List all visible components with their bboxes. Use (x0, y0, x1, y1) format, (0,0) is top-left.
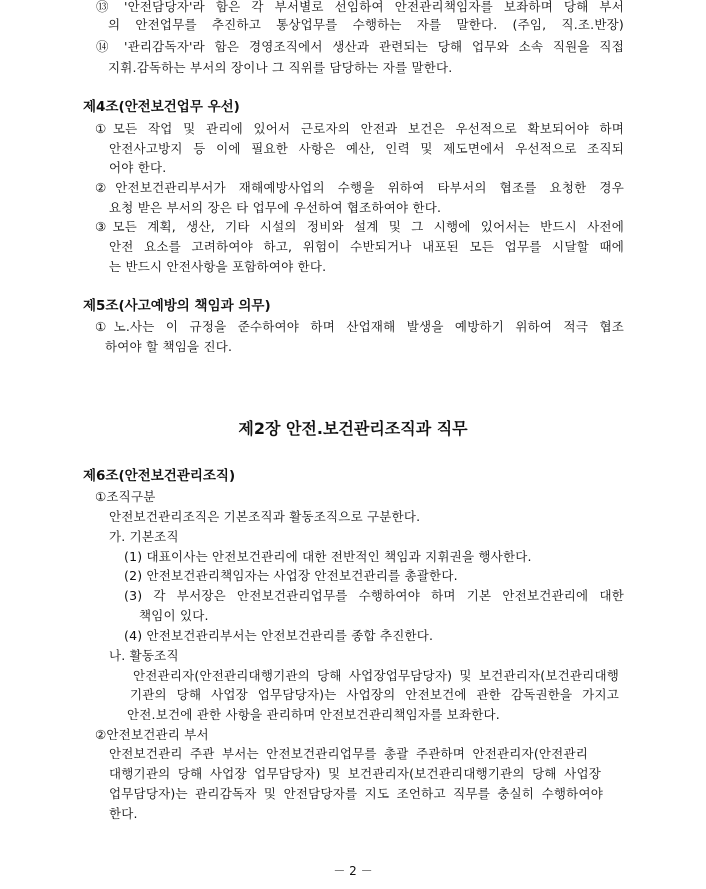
article-5-title: 제5조(사고예방의 책임과 의무) (83, 298, 271, 314)
page-number: － 2 － (333, 864, 373, 878)
article-5-p1-line-2: 하여야 할 책임을 진다. (105, 339, 233, 354)
article-6-title: 제6조(안전보건관리조직) (83, 468, 236, 484)
section-2-line-1: 안전보건관리 주관 부서는 안전보건관리업무를 총괄 주관하며 안전관리자(안전관리 (109, 746, 588, 761)
item-13-line-2: 의 안전업무를 추진하고 통상업무를 수행하는 자를 말한다. (주임, 직.조.반장) (108, 17, 624, 32)
section-2-title: ②안전보건관리 부서 (95, 727, 209, 742)
item-13-line-1: '안전담당자'라 함은 각 부서별로 선임하여 안전관리책임자를 보좌하며 당해 부서 (124, 0, 624, 14)
basic-item-4: (4) 안전보건관리부서는 안전보건관리를 종합 추진한다. (124, 628, 434, 643)
section-1-title: ①조직구분 (95, 489, 156, 504)
activity-org-title: 나. 활동조직 (109, 648, 179, 663)
section-2-line-4: 한다. (109, 806, 138, 821)
basic-item-2: (2) 안전보건관리책임자는 사업장 안전보건관리를 총괄한다. (124, 568, 458, 583)
activity-line-2: 기관의 당해 사업장 업무담당자)는 사업장의 안전보건에 관한 감독권한을 가지고 (130, 687, 619, 702)
item-14-line-2: 지휘.감독하는 부서의 장이나 그 직위를 담당하는 자를 말한다. (108, 60, 453, 75)
section-1-intro: 안전보건관리조직은 기본조직과 활동조직으로 구분한다. (109, 509, 421, 524)
section-2-line-2: 대행기관의 당해 사업장 업무담당자) 및 보건관리자(보건관리대행기관의 당해 사업장 (109, 766, 601, 781)
article-4-p3-line-3: 는 반드시 안전사항을 포함하여야 한다. (109, 259, 327, 274)
article-4-p1-line-1: ①모든 작업 및 관리에 있어서 근로자의 안전과 보건은 우선적으로 확보되어야 하며 (95, 121, 624, 136)
basic-item-3-cont: 책임이 있다. (139, 608, 209, 623)
article-5-p1-line-1: ①노.사는 이 규정을 준수하여야 하며 산업재해 발생을 예방하기 위하여 적극 협조 (95, 319, 624, 334)
article-4-p1-line-2: 안전사고방지 등 이에 필요한 사항은 예산, 인력 및 제도면에서 우선적으로 조직되 (109, 141, 624, 156)
item-14-marker: ⑭ (96, 39, 109, 54)
chapter-2-title: 제2장 안전.보건관리조직과 직무 (238, 419, 468, 438)
article-4-p3-line-1: ③모든 계획, 생산, 기타 시설의 정비와 설계 및 그 시행에 있어서는 반드시 사전에 (95, 219, 624, 234)
activity-line-1: 안전관리자(안전관리대행기관의 당해 사업장업무담당자) 및 보건관리자(보건관리대행 (133, 668, 619, 683)
article-4-p2-line-2: 요청 받은 부서의 장은 타 업무에 우선하여 협조하여야 한다. (109, 200, 442, 215)
basic-org-title: 가. 기본조직 (109, 529, 179, 544)
item-13-marker: ⑬ (96, 0, 109, 14)
section-2-line-3: 업무담당자)는 관리감독자 및 안전담당자를 지도 조언하고 직무를 충실히 수행하여야 (109, 786, 603, 801)
article-4-p2-line-1: ②안전보건관리부서가 재해예방사업의 수행을 위하여 타부서의 협조를 요청한 경우 (95, 180, 624, 195)
article-4-title: 제4조(안전보건업무 우선) (83, 99, 240, 115)
article-4-p3-line-2: 안전 요소를 고려하여야 하고, 위험이 수반되거나 내포된 모든 업무를 시달할 때에 (109, 239, 624, 254)
basic-item-3: (3) 각 부서장은 안전보건관리업무를 수행하여야 하며 기본 안전보건관리에 대한 (124, 588, 624, 603)
activity-line-3: 안전.보건에 관한 사항을 관리하며 안전보건관리책임자를 보좌한다. (127, 707, 500, 722)
item-14-line-1: '관리감독자'라 함은 경영조직에서 생산과 관련되는 당해 업무와 소속 직원을 직접 (124, 39, 624, 54)
basic-item-1: (1) 대표이사는 안전보건관리에 대한 전반적인 책임과 지휘권을 행사한다. (124, 549, 532, 564)
article-4-p1-line-3: 어야 한다. (109, 160, 167, 175)
